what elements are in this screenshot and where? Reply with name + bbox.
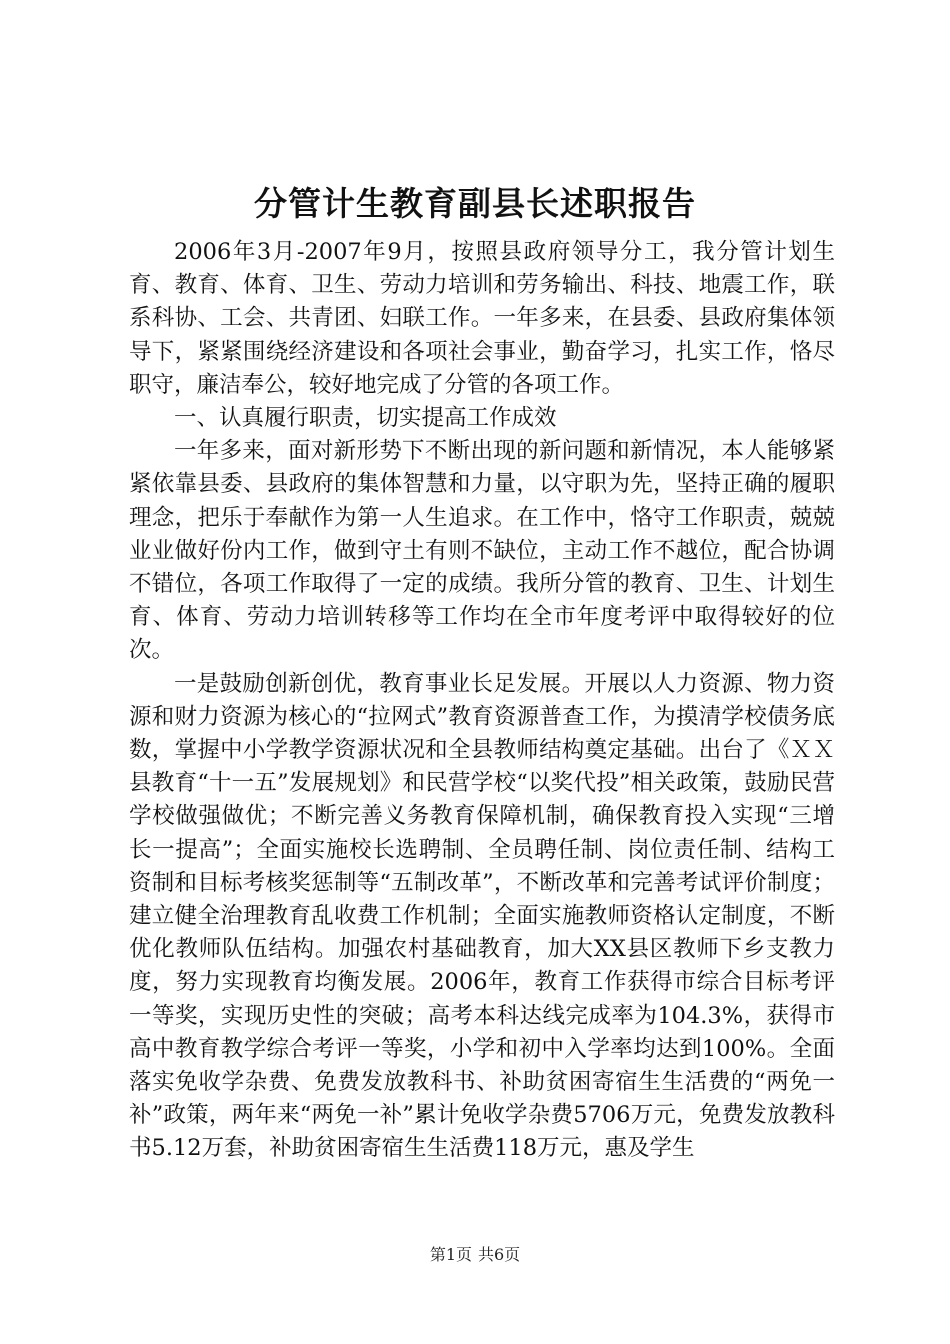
page-footer bbox=[0, 1244, 950, 1266]
document-body bbox=[129, 236, 835, 1166]
paragraph-intro: 2006年3月-2007年9月，按照县政府领导分工，我分管计划生育、教育、体育、卫生、劳动力培训和劳务输出、科技、地震工作，联系科协、工会、共青团、妇联工作。一年多来，在县委、县政府集体领导下，紧紧围绕经济建设和各项社会事业，勤奋学习，扎实工作，恪尽职守，廉洁奉公，较好地完成了分管的各项工作。 bbox=[129, 239, 835, 398]
document-title: 分管计生教育副县长述职报告 bbox=[254, 184, 696, 223]
section-heading: 一、认真履行职责，切实提高工作成效 bbox=[174, 405, 557, 432]
paragraph-overview: 一年多来，面对新形势下不断出现的新问题和新情况，本人能够紧紧依靠县委、县政府的集体智慧和力量，以守职为先，坚持正确的履职理念，把乐于奉献作为第一人生追求。在工作中，恪守工作职责，兢兢业业做好份内工作，做到守土有则不缺位，主动工作不越位，配合协调不错位，各项工作取得了一定的成绩。我所分管的教育、卫生、计划生育、体育、劳动力培训转移等工作均在全市年度考评中取得较好的位次。 bbox=[129, 438, 835, 664]
page-total: 共6页 bbox=[478, 1245, 521, 1264]
page-number: 第1页 bbox=[429, 1245, 472, 1264]
paragraph-education: 一是鼓励创新创优，教育事业长足发展。开展以人力资源、物力资源和财力资源为核心的“拉网式”教育资源普查工作，为摸清学校债务底数，掌握中小学教学资源状况和全县教师结构奠定基础。出台了《ＸＸ县教育“十一五”发展规划》和民营学校“以奖代投”相关政策，鼓励民营学校做强做优；不断完善义务教育保障机制，确保教育投入实现“三增长一提高”；全面实施校长选聘制、全员聘任制、岗位责任制、结构工资制和目标考核奖惩制等“五制改革”，不断改革和完善考试评价制度；建立健全治理教育乱收费工作机制；全面实施教师资格认定制度，不断优化教师队伍结构。加强农村基础教育，加大XX县区教师下乡支教力度，努力实现教育均衡发展。2006年，教育工作获得市综合目标考评一等奖，实现历史性的突破；高考本科达线完成率为104.3%，获得市高中教育教学综合考评一等奖，小学和初中入学率均达到100%。全面落实免收学杂费、免费发放教科书、补助贫困寄宿生生活费的“两免一补”政策，两年来“两免一补”累计免收学杂费5706万元，免费发放教科书5.12万套，补助贫困寄宿生生活费118万元，惠及学生 bbox=[129, 670, 835, 1162]
